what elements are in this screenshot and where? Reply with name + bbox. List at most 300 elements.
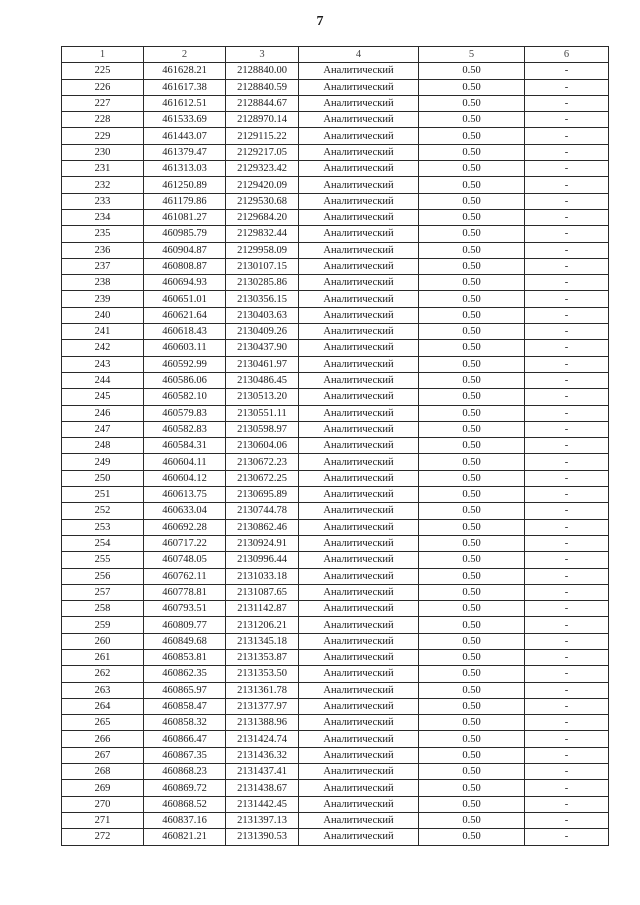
cell-y-coordinate: 2131206.21	[226, 617, 299, 633]
cell-method: Аналитический	[299, 780, 419, 796]
cell-note: -	[525, 421, 609, 437]
cell-point-number: 256	[62, 568, 144, 584]
cell-y-coordinate: 2131345.18	[226, 633, 299, 649]
cell-y-coordinate: 2128970.14	[226, 112, 299, 128]
cell-point-number: 248	[62, 438, 144, 454]
cell-method: Аналитический	[299, 470, 419, 486]
cell-method: Аналитический	[299, 454, 419, 470]
cell-accuracy: 0.50	[419, 812, 525, 828]
cell-point-number: 250	[62, 470, 144, 486]
cell-accuracy: 0.50	[419, 389, 525, 405]
table-header-row	[62, 47, 609, 63]
cell-y-coordinate: 2130461.97	[226, 356, 299, 372]
cell-x-coordinate: 460808.87	[144, 258, 226, 274]
cell-x-coordinate: 461443.07	[144, 128, 226, 144]
table-row	[62, 128, 609, 144]
cell-y-coordinate: 2129323.42	[226, 161, 299, 177]
cell-y-coordinate: 2130744.78	[226, 503, 299, 519]
cell-note: -	[525, 666, 609, 682]
cell-point-number: 262	[62, 666, 144, 682]
cell-y-coordinate: 2130285.86	[226, 275, 299, 291]
cell-x-coordinate: 460582.10	[144, 389, 226, 405]
cell-accuracy: 0.50	[419, 487, 525, 503]
cell-accuracy: 0.50	[419, 535, 525, 551]
cell-note: -	[525, 812, 609, 828]
cell-note: -	[525, 682, 609, 698]
cell-point-number: 265	[62, 715, 144, 731]
cell-method: Аналитический	[299, 535, 419, 551]
cell-note: -	[525, 829, 609, 845]
table-row	[62, 193, 609, 209]
cell-note: -	[525, 161, 609, 177]
cell-method: Аналитический	[299, 340, 419, 356]
column-header-2: 2	[144, 47, 226, 63]
cell-y-coordinate: 2131437.41	[226, 764, 299, 780]
column-header-3: 3	[226, 47, 299, 63]
cell-point-number: 226	[62, 79, 144, 95]
cell-point-number: 229	[62, 128, 144, 144]
cell-point-number: 257	[62, 584, 144, 600]
cell-method: Аналитический	[299, 812, 419, 828]
cell-x-coordinate: 460762.11	[144, 568, 226, 584]
page-number: 7	[316, 14, 324, 29]
cell-point-number: 243	[62, 356, 144, 372]
table-row	[62, 666, 609, 682]
cell-note: -	[525, 552, 609, 568]
cell-method: Аналитический	[299, 584, 419, 600]
cell-accuracy: 0.50	[419, 275, 525, 291]
cell-y-coordinate: 2128840.59	[226, 79, 299, 95]
cell-point-number: 241	[62, 324, 144, 340]
table-row	[62, 731, 609, 747]
table-row	[62, 95, 609, 111]
cell-y-coordinate: 2131033.18	[226, 568, 299, 584]
cell-note: -	[525, 503, 609, 519]
cell-y-coordinate: 2130672.25	[226, 470, 299, 486]
cell-accuracy: 0.50	[419, 666, 525, 682]
cell-note: -	[525, 405, 609, 421]
cell-y-coordinate: 2130604.06	[226, 438, 299, 454]
cell-y-coordinate: 2131397.13	[226, 812, 299, 828]
cell-accuracy: 0.50	[419, 682, 525, 698]
cell-x-coordinate: 460586.06	[144, 372, 226, 388]
cell-method: Аналитический	[299, 421, 419, 437]
cell-point-number: 239	[62, 291, 144, 307]
cell-y-coordinate: 2129684.20	[226, 209, 299, 225]
cell-point-number: 249	[62, 454, 144, 470]
cell-y-coordinate: 2130996.44	[226, 552, 299, 568]
cell-note: -	[525, 584, 609, 600]
cell-accuracy: 0.50	[419, 649, 525, 665]
cell-method: Аналитический	[299, 617, 419, 633]
cell-accuracy: 0.50	[419, 193, 525, 209]
cell-note: -	[525, 226, 609, 242]
table-row	[62, 372, 609, 388]
cell-x-coordinate: 460651.01	[144, 291, 226, 307]
cell-y-coordinate: 2131424.74	[226, 731, 299, 747]
cell-note: -	[525, 601, 609, 617]
cell-point-number: 225	[62, 63, 144, 79]
cell-y-coordinate: 2131377.97	[226, 698, 299, 714]
cell-method: Аналитический	[299, 649, 419, 665]
cell-x-coordinate: 460869.72	[144, 780, 226, 796]
cell-accuracy: 0.50	[419, 633, 525, 649]
cell-point-number: 231	[62, 161, 144, 177]
cell-y-coordinate: 2130486.45	[226, 372, 299, 388]
cell-method: Аналитический	[299, 519, 419, 535]
cell-note: -	[525, 95, 609, 111]
table-row	[62, 177, 609, 193]
cell-y-coordinate: 2131442.45	[226, 796, 299, 812]
table-row	[62, 275, 609, 291]
cell-accuracy: 0.50	[419, 144, 525, 160]
cell-x-coordinate: 460584.31	[144, 438, 226, 454]
cell-point-number: 254	[62, 535, 144, 551]
cell-accuracy: 0.50	[419, 552, 525, 568]
cell-x-coordinate: 461628.21	[144, 63, 226, 79]
cell-method: Аналитический	[299, 209, 419, 225]
cell-point-number: 268	[62, 764, 144, 780]
cell-y-coordinate: 2130107.15	[226, 258, 299, 274]
cell-x-coordinate: 460717.22	[144, 535, 226, 551]
cell-point-number: 238	[62, 275, 144, 291]
cell-y-coordinate: 2130672.23	[226, 454, 299, 470]
cell-x-coordinate: 460858.32	[144, 715, 226, 731]
cell-accuracy: 0.50	[419, 731, 525, 747]
cell-method: Аналитический	[299, 307, 419, 323]
table-row	[62, 682, 609, 698]
cell-point-number: 228	[62, 112, 144, 128]
cell-y-coordinate: 2130551.11	[226, 405, 299, 421]
cell-method: Аналитический	[299, 161, 419, 177]
cell-accuracy: 0.50	[419, 421, 525, 437]
cell-x-coordinate: 460633.04	[144, 503, 226, 519]
cell-accuracy: 0.50	[419, 209, 525, 225]
cell-method: Аналитический	[299, 275, 419, 291]
cell-y-coordinate: 2131353.50	[226, 666, 299, 682]
cell-accuracy: 0.50	[419, 715, 525, 731]
cell-x-coordinate: 460579.83	[144, 405, 226, 421]
cell-x-coordinate: 460821.21	[144, 829, 226, 845]
cell-point-number: 234	[62, 209, 144, 225]
cell-accuracy: 0.50	[419, 454, 525, 470]
cell-point-number: 240	[62, 307, 144, 323]
cell-note: -	[525, 340, 609, 356]
cell-x-coordinate: 460866.47	[144, 731, 226, 747]
cell-note: -	[525, 764, 609, 780]
cell-y-coordinate: 2129958.09	[226, 242, 299, 258]
cell-accuracy: 0.50	[419, 438, 525, 454]
cell-y-coordinate: 2131436.32	[226, 747, 299, 763]
cell-x-coordinate: 461250.89	[144, 177, 226, 193]
cell-point-number: 264	[62, 698, 144, 714]
cell-accuracy: 0.50	[419, 95, 525, 111]
cell-method: Аналитический	[299, 95, 419, 111]
cell-x-coordinate: 461179.86	[144, 193, 226, 209]
table-row	[62, 63, 609, 79]
cell-accuracy: 0.50	[419, 405, 525, 421]
cell-point-number: 245	[62, 389, 144, 405]
table-row	[62, 584, 609, 600]
cell-y-coordinate: 2130695.89	[226, 487, 299, 503]
cell-note: -	[525, 372, 609, 388]
cell-note: -	[525, 535, 609, 551]
cell-method: Аналитический	[299, 715, 419, 731]
table-row	[62, 812, 609, 828]
cell-accuracy: 0.50	[419, 829, 525, 845]
cell-accuracy: 0.50	[419, 356, 525, 372]
cell-point-number: 232	[62, 177, 144, 193]
cell-note: -	[525, 242, 609, 258]
cell-method: Аналитический	[299, 633, 419, 649]
cell-note: -	[525, 307, 609, 323]
cell-accuracy: 0.50	[419, 698, 525, 714]
cell-method: Аналитический	[299, 829, 419, 845]
cell-method: Аналитический	[299, 291, 419, 307]
cell-method: Аналитический	[299, 128, 419, 144]
cell-accuracy: 0.50	[419, 372, 525, 388]
cell-method: Аналитический	[299, 356, 419, 372]
cell-note: -	[525, 258, 609, 274]
column-header-5: 5	[419, 47, 525, 63]
table-body	[62, 63, 609, 845]
cell-accuracy: 0.50	[419, 503, 525, 519]
cell-point-number: 242	[62, 340, 144, 356]
cell-accuracy: 0.50	[419, 128, 525, 144]
cell-method: Аналитический	[299, 389, 419, 405]
table-row	[62, 649, 609, 665]
cell-note: -	[525, 112, 609, 128]
cell-method: Аналитический	[299, 666, 419, 682]
cell-y-coordinate: 2129420.09	[226, 177, 299, 193]
cell-x-coordinate: 460613.75	[144, 487, 226, 503]
cell-method: Аналитический	[299, 764, 419, 780]
cell-accuracy: 0.50	[419, 226, 525, 242]
cell-point-number: 244	[62, 372, 144, 388]
cell-y-coordinate: 2131142.87	[226, 601, 299, 617]
cell-method: Аналитический	[299, 796, 419, 812]
table-row	[62, 161, 609, 177]
column-header-1: 1	[62, 47, 144, 63]
cell-method: Аналитический	[299, 552, 419, 568]
cell-note: -	[525, 568, 609, 584]
table-row	[62, 307, 609, 323]
cell-point-number: 269	[62, 780, 144, 796]
cell-point-number: 247	[62, 421, 144, 437]
cell-accuracy: 0.50	[419, 796, 525, 812]
cell-point-number: 270	[62, 796, 144, 812]
cell-y-coordinate: 2128844.67	[226, 95, 299, 111]
cell-y-coordinate: 2131361.78	[226, 682, 299, 698]
cell-method: Аналитический	[299, 747, 419, 763]
cell-accuracy: 0.50	[419, 242, 525, 258]
cell-y-coordinate: 2130356.15	[226, 291, 299, 307]
cell-y-coordinate: 2131390.53	[226, 829, 299, 845]
cell-point-number: 236	[62, 242, 144, 258]
cell-y-coordinate: 2131353.87	[226, 649, 299, 665]
cell-note: -	[525, 275, 609, 291]
cell-point-number: 246	[62, 405, 144, 421]
table-row	[62, 633, 609, 649]
cell-method: Аналитический	[299, 226, 419, 242]
cell-x-coordinate: 460778.81	[144, 584, 226, 600]
table-row	[62, 552, 609, 568]
cell-point-number: 263	[62, 682, 144, 698]
cell-y-coordinate: 2130924.91	[226, 535, 299, 551]
coordinates-table	[61, 46, 609, 846]
cell-x-coordinate: 460604.12	[144, 470, 226, 486]
table-row	[62, 535, 609, 551]
table-row	[62, 698, 609, 714]
cell-point-number: 271	[62, 812, 144, 828]
table-row	[62, 780, 609, 796]
cell-accuracy: 0.50	[419, 584, 525, 600]
cell-accuracy: 0.50	[419, 568, 525, 584]
cell-x-coordinate: 460985.79	[144, 226, 226, 242]
cell-note: -	[525, 144, 609, 160]
cell-method: Аналитический	[299, 144, 419, 160]
cell-method: Аналитический	[299, 487, 419, 503]
cell-method: Аналитический	[299, 177, 419, 193]
cell-method: Аналитический	[299, 405, 419, 421]
cell-note: -	[525, 128, 609, 144]
cell-note: -	[525, 747, 609, 763]
cell-note: -	[525, 356, 609, 372]
cell-note: -	[525, 780, 609, 796]
cell-method: Аналитический	[299, 258, 419, 274]
cell-x-coordinate: 461617.38	[144, 79, 226, 95]
cell-y-coordinate: 2131388.96	[226, 715, 299, 731]
cell-x-coordinate: 460853.81	[144, 649, 226, 665]
cell-accuracy: 0.50	[419, 519, 525, 535]
cell-x-coordinate: 460748.05	[144, 552, 226, 568]
cell-point-number: 252	[62, 503, 144, 519]
cell-point-number: 235	[62, 226, 144, 242]
table-row	[62, 438, 609, 454]
cell-x-coordinate: 460867.35	[144, 747, 226, 763]
cell-y-coordinate: 2129115.22	[226, 128, 299, 144]
cell-method: Аналитический	[299, 324, 419, 340]
cell-x-coordinate: 461081.27	[144, 209, 226, 225]
cell-note: -	[525, 454, 609, 470]
table-row	[62, 617, 609, 633]
cell-note: -	[525, 731, 609, 747]
table-row	[62, 258, 609, 274]
cell-x-coordinate: 460621.64	[144, 307, 226, 323]
cell-x-coordinate: 460809.77	[144, 617, 226, 633]
cell-note: -	[525, 79, 609, 95]
cell-method: Аналитический	[299, 568, 419, 584]
cell-accuracy: 0.50	[419, 112, 525, 128]
cell-method: Аналитический	[299, 731, 419, 747]
cell-note: -	[525, 389, 609, 405]
cell-method: Аналитический	[299, 79, 419, 95]
cell-note: -	[525, 796, 609, 812]
table-row	[62, 454, 609, 470]
cell-x-coordinate: 460793.51	[144, 601, 226, 617]
cell-note: -	[525, 470, 609, 486]
cell-method: Аналитический	[299, 242, 419, 258]
cell-method: Аналитический	[299, 372, 419, 388]
cell-accuracy: 0.50	[419, 764, 525, 780]
cell-note: -	[525, 487, 609, 503]
cell-point-number: 237	[62, 258, 144, 274]
table-row	[62, 796, 609, 812]
cell-point-number: 255	[62, 552, 144, 568]
table-row	[62, 519, 609, 535]
cell-accuracy: 0.50	[419, 601, 525, 617]
cell-note: -	[525, 177, 609, 193]
cell-method: Аналитический	[299, 682, 419, 698]
cell-accuracy: 0.50	[419, 258, 525, 274]
cell-note: -	[525, 698, 609, 714]
cell-note: -	[525, 633, 609, 649]
table-row	[62, 324, 609, 340]
cell-x-coordinate: 460582.83	[144, 421, 226, 437]
cell-y-coordinate: 2129832.44	[226, 226, 299, 242]
cell-y-coordinate: 2129217.05	[226, 144, 299, 160]
cell-point-number: 259	[62, 617, 144, 633]
cell-x-coordinate: 460868.52	[144, 796, 226, 812]
cell-x-coordinate: 460692.28	[144, 519, 226, 535]
cell-point-number: 261	[62, 649, 144, 665]
table-row	[62, 405, 609, 421]
cell-note: -	[525, 63, 609, 79]
cell-x-coordinate: 460592.99	[144, 356, 226, 372]
table-row	[62, 112, 609, 128]
cell-note: -	[525, 209, 609, 225]
cell-accuracy: 0.50	[419, 177, 525, 193]
cell-method: Аналитический	[299, 193, 419, 209]
cell-accuracy: 0.50	[419, 470, 525, 486]
cell-method: Аналитический	[299, 63, 419, 79]
table-row	[62, 79, 609, 95]
cell-x-coordinate: 460858.47	[144, 698, 226, 714]
cell-accuracy: 0.50	[419, 780, 525, 796]
column-header-4: 4	[299, 47, 419, 63]
table-row	[62, 144, 609, 160]
cell-x-coordinate: 460618.43	[144, 324, 226, 340]
table-row	[62, 226, 609, 242]
cell-y-coordinate: 2130409.26	[226, 324, 299, 340]
table-row	[62, 715, 609, 731]
table-row	[62, 340, 609, 356]
cell-y-coordinate: 2130437.90	[226, 340, 299, 356]
table-row	[62, 389, 609, 405]
cell-accuracy: 0.50	[419, 617, 525, 633]
cell-y-coordinate: 2128840.00	[226, 63, 299, 79]
table-row	[62, 242, 609, 258]
cell-point-number: 272	[62, 829, 144, 845]
cell-accuracy: 0.50	[419, 161, 525, 177]
cell-x-coordinate: 460862.35	[144, 666, 226, 682]
cell-point-number: 260	[62, 633, 144, 649]
cell-note: -	[525, 649, 609, 665]
cell-note: -	[525, 438, 609, 454]
cell-point-number: 266	[62, 731, 144, 747]
table-row	[62, 291, 609, 307]
table-row	[62, 568, 609, 584]
cell-method: Аналитический	[299, 698, 419, 714]
table-row	[62, 209, 609, 225]
cell-note: -	[525, 193, 609, 209]
cell-accuracy: 0.50	[419, 79, 525, 95]
cell-y-coordinate: 2131438.67	[226, 780, 299, 796]
cell-x-coordinate: 460865.97	[144, 682, 226, 698]
cell-point-number: 267	[62, 747, 144, 763]
cell-y-coordinate: 2130403.63	[226, 307, 299, 323]
cell-y-coordinate: 2129530.68	[226, 193, 299, 209]
